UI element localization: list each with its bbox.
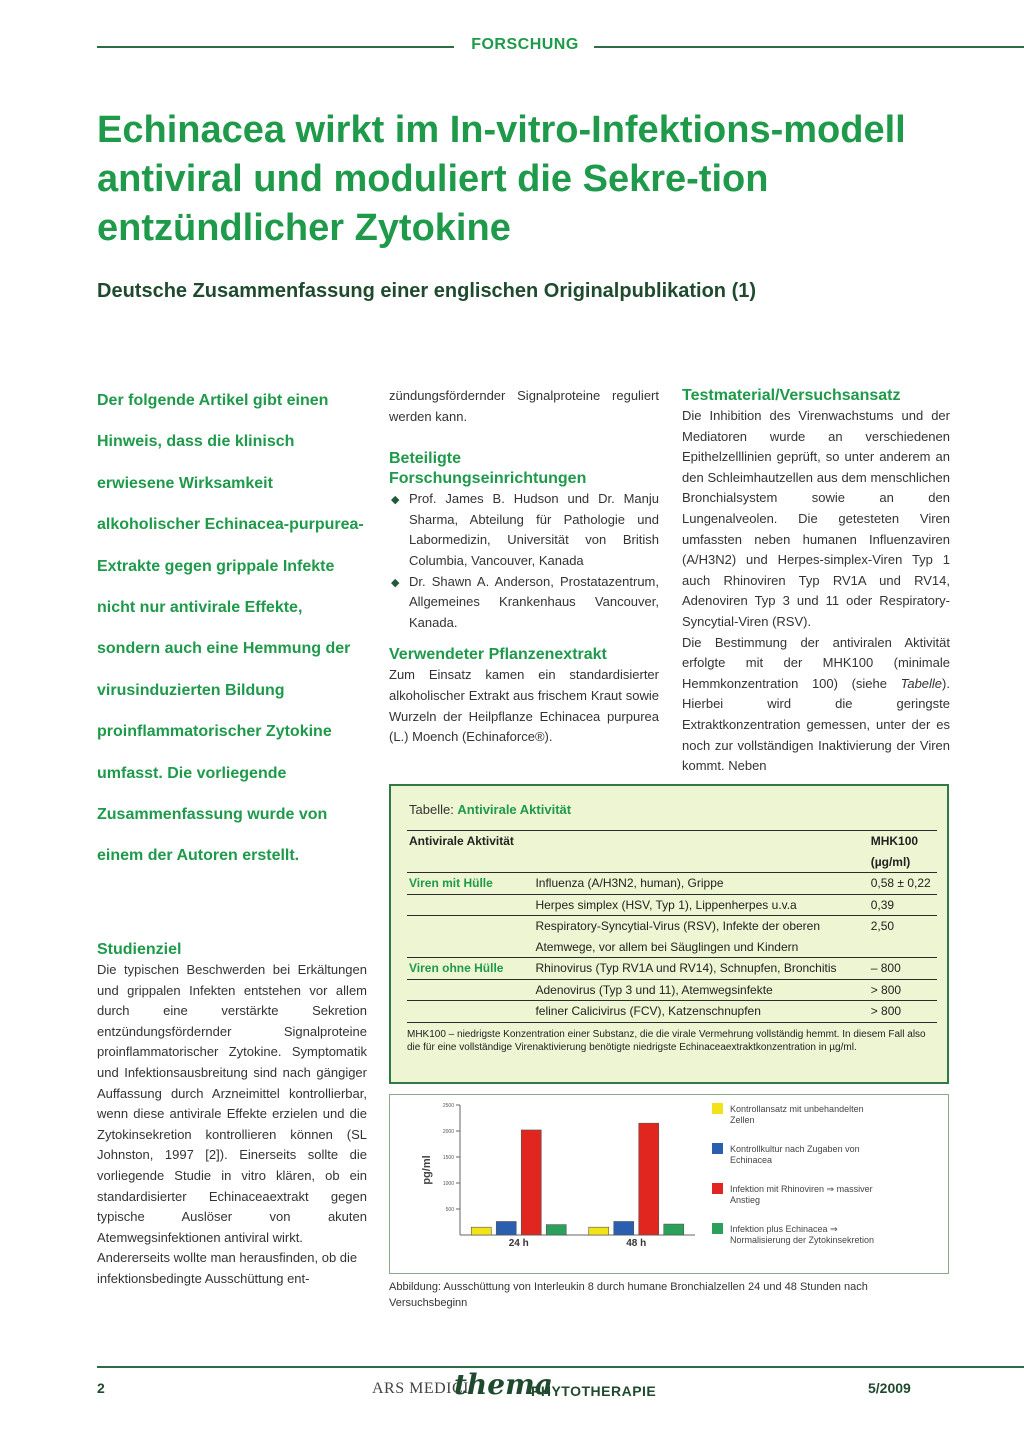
figure-caption: Abbildung: Ausschüttung von Interleukin 8 durch humane Bronchialzellen 24 und 48 Stunden nach Versuchsbeginn (389, 1281, 868, 1309)
forschung-list (389, 489, 659, 633)
diamond-bullet-icon: ◆ (391, 576, 400, 589)
testmaterial-text: Die Inhibition des Virenwachstums und der Mediatoren wurde an verschiedenen Epithelzelllinien geprüft, so unter anderem an den Schleimhautzellen aus dem menschlichen Bronchialsystem sowie an den Lungenalveolen. Die getesteten Viren umfassten neben humanen Influenzaviren (A/H3N2) und Herpes-simplex-Viren Typ 1 auch Rhinoviren Typ RV1A und RV14, Adenoviren Typ 3 und 11 oder Respiratory-Syncytial-Viren (RSV). (682, 408, 950, 629)
table-row: Viren mit Hülle Influenza (A/H3N2, human), Grippe 0,58 ± 0,22 (407, 873, 937, 895)
legend-label: Kontrollkultur nach Zugaben von Echinacea (730, 1144, 860, 1165)
pflanzenextrakt-heading: Verwendeter Pflanzenextrakt (389, 646, 607, 664)
forschung-heading: Beteiligte Forschungseinrichtungen (389, 450, 587, 488)
header-rule-right (594, 46, 1024, 48)
bar (496, 1221, 516, 1235)
legend-label: Kontrollansatz mit unbehandelten Zellen (730, 1104, 864, 1125)
legend-swatch (712, 1223, 723, 1234)
bar (546, 1225, 566, 1235)
studienziel-text: Die typischen Beschwerden bei Erkältungen und grippalen Infekten entstehen vor allem durch eine verstärkte Sekretion entzündungsfördernder Signalproteine proinflammatorischer Zytokine. Symptomatik und Infektionsausbreitung sind nach gängiger Auffassung durch Arzneimittel kontrollierbar, wenn diese antivirale Effekte erzielen und die Zytokinsekretion kontrollieren können (SL Johnston, 1997 [2]). Einerseits sollte die vorliegende Studie in vitro klären, ob ein standardisierter Echinaceaextrakt gegen typische Auslöser von akuten Atemwegsinfektionen antiviral wirkt. (97, 962, 367, 1245)
table-footnote: MHK100 – niedrigste Konzentration einer Substanz, die die virale Vermehrung vollständig hemmt. In diesem Fall also die für eine vollständige Virenaktivierung benötigte niedrigste Echinaceaextraktkonzentration in µg/ml. (407, 1029, 926, 1053)
issue-number: 5/2009 (868, 1380, 911, 1396)
legend-label: Infektion plus Echinacea ⇒ Normalisierung der Zytokinsekretion (730, 1224, 875, 1245)
y-axis-label: pg/ml (421, 1155, 433, 1185)
y-tick-label: 1500 (442, 1155, 454, 1161)
article-title: Echinacea wirkt im In-vitro-Infektions-modell antiviral und moduliert die Sekre-tion entzündlicher Zytokine (97, 109, 906, 249)
footer-rule (97, 1366, 1024, 1368)
il8-bar-chart (390, 1095, 947, 1272)
testmaterial-heading: Testmaterial/Versuchsansatz (682, 387, 901, 404)
footer-section: PHYTOTHERAPIE (531, 1383, 657, 1399)
col2-intro: zündungsfördernder Signalproteine reguliert werden kann. (389, 388, 659, 424)
section-label: FORSCHUNG (471, 36, 579, 53)
y-tick-label: 500 (445, 1207, 454, 1213)
column-2 (389, 386, 659, 748)
legend-label: Infektion mit Rhinoviren ⇒ massiver Anstieg (730, 1184, 873, 1205)
table-row: Herpes simplex (HSV, Typ 1), Lippenherpes u.v.a 0,39 (407, 894, 937, 916)
bar (614, 1221, 634, 1235)
x-tick-label: 48 h (626, 1238, 647, 1249)
legend-swatch (712, 1183, 723, 1194)
y-tick-label: 2000 (442, 1129, 454, 1135)
studienziel-heading: Studienziel (97, 941, 182, 958)
diamond-bullet-icon: ◆ (391, 494, 400, 507)
x-tick-label: 24 h (508, 1238, 529, 1249)
bar (471, 1227, 491, 1235)
thema-logo: thema (454, 1368, 553, 1401)
bar (589, 1227, 609, 1235)
bar (639, 1123, 659, 1235)
brand-logo: ARS MEDICI (372, 1380, 470, 1397)
table-header-unit: (µg/ml) (870, 854, 911, 869)
antiviral-table (407, 830, 937, 1023)
page-number: 2 (97, 1380, 105, 1396)
table-row: Adenovirus (Typ 3 und 11), Atemwegsinfekte > 800 (407, 979, 937, 1001)
column-3 (682, 386, 950, 777)
table-row: feliner Calicivirus (FCV), Katzenschnupfen > 800 (407, 1001, 937, 1023)
figure-box (389, 1094, 949, 1274)
legend-swatch (712, 1143, 723, 1154)
lead-paragraph: Der folgende Artikel gibt einen Hinweis, dass die klinisch erwiesene Wirksamkeit alkoholischer Echinacea-purpurea-Extrakte gegen grippale Infekte nicht nur antivirale Effekte, sondern auch eine Hemmung der virusinduzierten Bildung proinflammatorischer Zytokine umfasst. Die vorliegende Zusammenfassung wurde von einem der Autoren erstellt. (97, 392, 364, 865)
table-box (389, 784, 949, 1084)
legend-swatch (712, 1103, 723, 1114)
pflanzenextrakt-text: Zum Einsatz kamen ein standardisierter alkoholischer Extrakt aus frischem Kraut sowie Wurzeln der Heilpflanze Echinacea purpurea (L.) Moench (Echinaforce®). (389, 667, 659, 745)
studienziel-text-2: Andererseits wollte man herausfinden, ob die infektionsbedingte Ausschüttung ent- (97, 1250, 358, 1286)
section-studienziel (97, 940, 367, 1290)
header-rule-left (97, 46, 454, 48)
table-header-activity: Antivirale Aktivität (407, 831, 869, 852)
table-header-mhk: MHK100 (869, 831, 937, 852)
testmaterial-text-2: Die Bestimmung der antiviralen Aktivität erfolgte mit der MHK100 (minimale Hemmkonzentration 100) (siehe Tabelle). Hierbei wird die geringste Extraktkonzentration gemessen, unter der es noch zur vollständigen Inaktivierung der Viren kommt. Neben (682, 634, 950, 774)
y-tick-label: 2500 (442, 1103, 454, 1109)
bar (521, 1130, 541, 1235)
table-row: Respiratory-Syncytial-Virus (RSV), Infekte der oberen Atemwege, vor allem bei Säuglingen und Kindern 2,50 (407, 916, 937, 958)
list-item: ◆ Prof. James B. Hudson und Dr. Manju Sharma, Abteilung für Pathologie und Labormedizin, Universität von British Columbia, Vancouver, Kanada (391, 491, 659, 568)
bar (664, 1224, 684, 1235)
article-subtitle: Deutsche Zusammenfassung einer englischen Originalpublikation (1) (97, 280, 757, 302)
table-caption: Tabelle: Antivirale Aktivität (409, 802, 572, 817)
table-row: Viren ohne Hülle Rhinovirus (Typ RV1A und RV14), Schnupfen, Bronchitis – 800 (407, 958, 937, 980)
list-item: ◆ Dr. Shawn A. Anderson, Prostatazentrum, Allgemeines Krankenhaus Vancouver, Kanada. (391, 573, 659, 630)
y-tick-label: 1000 (442, 1181, 454, 1187)
